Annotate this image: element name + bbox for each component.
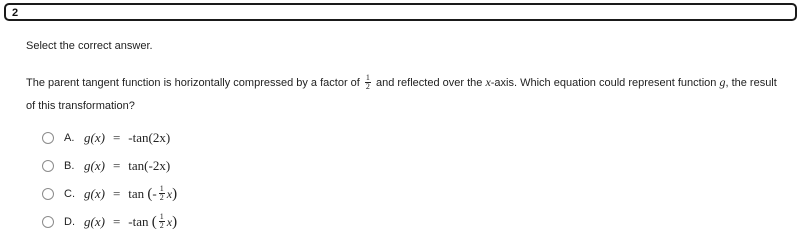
option-c-equation [84, 183, 178, 203]
option-d-equals: = [112, 214, 121, 229]
prompt-g-variable: g [719, 75, 726, 89]
prompt-fraction-denominator: 2 [365, 81, 370, 91]
option-c-variable: x [166, 186, 173, 201]
option-d-fraction-denominator: 2 [159, 220, 164, 230]
question-prompt [26, 71, 786, 118]
prompt-fraction [365, 74, 371, 91]
option-d-paren-close: ) [172, 213, 178, 230]
instruction-text: Select the correct answer. [26, 40, 153, 52]
option-c-fraction-numerator: 1 [159, 183, 164, 193]
option-a-lhs: g(x) [84, 130, 105, 145]
option-b-equation [84, 158, 170, 174]
option-b[interactable] [42, 152, 177, 180]
option-a-rhs: -tan(2x) [128, 130, 171, 145]
option-c-lhs: g(x) [84, 186, 105, 201]
option-a-equals: = [112, 130, 121, 145]
prompt-text-middle2: -axis. Which equation could represent function [490, 77, 720, 89]
option-b-equals: = [112, 158, 121, 173]
option-b-letter: B. [64, 160, 75, 172]
option-d-lhs: g(x) [84, 214, 105, 229]
question-header [4, 3, 797, 21]
option-d-fraction-numerator: 1 [159, 211, 164, 221]
answer-options [42, 124, 177, 236]
option-c-sign: - [152, 186, 157, 201]
option-c[interactable] [42, 180, 177, 208]
option-c-equals: = [112, 186, 121, 201]
option-a[interactable] [42, 124, 177, 152]
option-c-fraction-denominator: 2 [159, 192, 164, 202]
option-a-radio[interactable] [42, 132, 54, 144]
option-d-rhs-func: -tan [128, 214, 152, 229]
option-d[interactable] [42, 208, 177, 236]
option-c-paren-open: ( [147, 185, 153, 202]
option-c-rhs-func: tan [128, 186, 148, 201]
option-d-variable: x [166, 214, 173, 229]
option-c-letter: C. [64, 188, 75, 200]
prompt-text-before: The parent tangent function is horizontally compressed by a factor of [26, 77, 363, 89]
question-number: 2 [12, 7, 19, 19]
prompt-text-middle: and reflected over the [372, 77, 486, 89]
prompt-x-variable: x [485, 75, 491, 89]
option-d-paren-open: ( [151, 213, 157, 230]
option-d-equation [84, 211, 178, 231]
option-c-radio[interactable] [42, 188, 54, 200]
option-b-lhs: g(x) [84, 158, 105, 173]
option-a-letter: A. [64, 132, 75, 144]
prompt-text-after: , the result of this transformation? [26, 77, 777, 112]
option-b-rhs: tan(-2x) [128, 158, 171, 173]
option-a-equation [84, 130, 170, 146]
option-d-fraction [159, 213, 165, 230]
option-b-radio[interactable] [42, 160, 54, 172]
option-d-letter: D. [64, 216, 75, 228]
option-c-paren-close: ) [172, 185, 178, 202]
option-d-radio[interactable] [42, 216, 54, 228]
prompt-fraction-numerator: 1 [365, 72, 370, 82]
option-c-fraction [159, 185, 165, 202]
